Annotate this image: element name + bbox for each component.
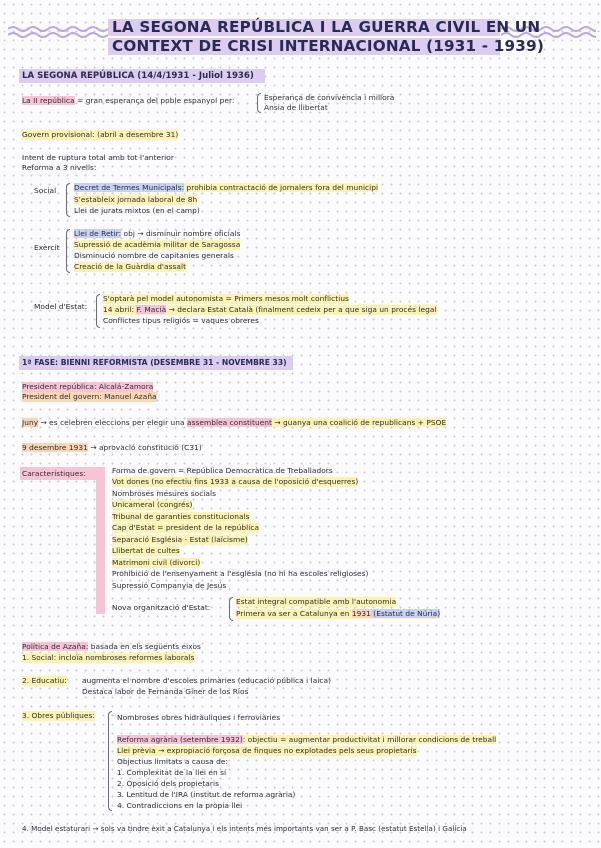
org-label: Nova organització d'Estat: bbox=[112, 603, 211, 612]
juny-text-2: → guanya una coalició de republicans + PSOE bbox=[272, 418, 447, 427]
section2-heading: 1ª FASE: BIENNI REFORMISTA (DESEMBRE 31 - NOVEMBRE 33) bbox=[22, 358, 287, 367]
wavy-decoration-left-2 bbox=[8, 30, 108, 40]
org-item-1: Estat integral compatible amb l'autonomia bbox=[236, 597, 397, 606]
model-estaturari-line: 4. Model estaturari → sols va tindre èxit a Catalunya i els intents més importants van ser a P. Basc (estatut Estella) i Galícia bbox=[22, 824, 467, 833]
social-item-1-highlight: Decret de Termes Municipals: bbox=[74, 183, 185, 192]
social-item-1-text: prohibia contractació de jornalers fora del municipi bbox=[184, 183, 379, 192]
reforma-line: Reforma a 3 nivells: bbox=[22, 163, 97, 172]
car-item-4: Unicameral (congrés) bbox=[112, 500, 193, 509]
hope-item-2: Ansia de llibertat bbox=[264, 103, 328, 112]
hope-item-1: Esperança de convivència i millora bbox=[264, 93, 395, 102]
politica-highlight: Política de Azaña: bbox=[22, 642, 89, 651]
intro-line bbox=[22, 96, 234, 106]
agraria-item-1: Llei prèvia → expropiació forçosa de finques no explotades pels seus propietaris bbox=[117, 746, 417, 755]
juny-text-1: → es celebren eleccions per elegir una bbox=[38, 418, 188, 427]
social-item-1 bbox=[74, 183, 378, 193]
juny-highlight: Juny bbox=[22, 418, 39, 427]
agraria-item-2: Objectius limitats a causa de: bbox=[117, 757, 229, 766]
juny-assemblea: assemblea constituent bbox=[187, 418, 272, 427]
car-item-7: Separació Església - Estat (laïcisme) bbox=[112, 535, 248, 544]
exercit-item-1-text: obj → disminuir nombre oficials bbox=[121, 229, 241, 238]
model-estat-label: Model d'Estat: bbox=[34, 302, 88, 311]
model-item-2 bbox=[103, 305, 437, 315]
social-item-3: Llei de jurats mixtos (en el camp) bbox=[74, 206, 200, 215]
car-item-6: Cap d'Estat = president de la república bbox=[112, 523, 260, 532]
model-item-2-text: → declara Estat Català (finalment cedeix per a que siga un procés legal bbox=[166, 305, 437, 314]
page-title-line-2: CONTEXT DE CRISI INTERNACIONAL (1931 - 1939) bbox=[112, 37, 544, 55]
car-item-11: Supressió Companyia de Jesús bbox=[112, 581, 227, 590]
caracteristiques-label: Característiques: bbox=[22, 469, 86, 478]
agraria-item-5: 3. Lentitud de l'IRA (institut de reforma agrària) bbox=[117, 790, 296, 799]
agraria-line bbox=[117, 735, 496, 745]
politica-line bbox=[22, 642, 201, 652]
hopes-brace bbox=[257, 93, 261, 113]
car-item-9: Matrimoni civil (divorci) bbox=[112, 558, 201, 567]
intent-line: Intent de ruptura total amb tot l'anterior bbox=[22, 153, 174, 162]
agraria-item-3: 1. Complexitat de la llei en sí bbox=[117, 768, 227, 777]
model-estat-brace bbox=[96, 294, 100, 328]
exercit-label: Exèrcit bbox=[34, 243, 60, 252]
educatiu-item-2: Destaca labor de Fernanda Giner de los Ríos bbox=[82, 687, 249, 696]
educatiu-label: 2. Educatiu: bbox=[22, 676, 67, 685]
exercit-item-2: Supressió de acadèmia militar de Saragossa bbox=[74, 240, 241, 249]
org-item-2-year: 1931 bbox=[351, 609, 371, 618]
car-item-3: Nombroses mesures socials bbox=[112, 489, 217, 498]
org-item-2-post: (Estatut de Núria) bbox=[370, 609, 441, 618]
govern-provisional: Govern provisional: (abril a desembre 31) bbox=[22, 130, 179, 139]
model-item-1: S'optarà pel model autonomista = Primers mesos molt conflictius bbox=[103, 294, 349, 303]
desembre-text: → aprovació constitució (C31) bbox=[87, 443, 202, 452]
intro-text: = gran esperança del poble espanyol per: bbox=[74, 96, 235, 105]
social-brace bbox=[66, 183, 70, 217]
car-item-2: Vot dones (no efectiu fins 1933 a causa de l'oposició d'esquerres) bbox=[112, 477, 359, 486]
exercit-item-3: Disminució nombre de capitanies generals bbox=[74, 251, 234, 260]
exercit-item-4: Creació de la Guàrdia d'assalt bbox=[74, 262, 187, 271]
exercit-brace bbox=[66, 229, 70, 273]
intro-highlight: La II república bbox=[22, 96, 75, 105]
agraria-text: : objectiu = augmentar productivitat i millorar condicions de treball bbox=[242, 735, 497, 744]
agraria-item-6: 4. Contradiccions en la pròpia llei bbox=[117, 801, 243, 810]
president-govern: President del govern: Manuel Azaña bbox=[22, 392, 157, 401]
car-item-8: Llibertat de cultes bbox=[112, 546, 180, 555]
desembre-highlight: 9 desembre 1931 bbox=[22, 443, 88, 452]
agraria-item-4: 2. Oposició dels propietaris bbox=[117, 779, 219, 788]
educatiu-item-1: augmenta el nombre d'escoles primàries (educació pública i laica) bbox=[82, 676, 332, 685]
car-item-1: Forma de govern = República Democràtica de Treballadors bbox=[112, 466, 333, 475]
social-item-2: S'estableix jornada laboral de 8h bbox=[74, 195, 198, 204]
section1-heading: LA SEGONA REPÚBLICA (14/4/1931 - Juliol 1936) bbox=[22, 71, 254, 81]
agraria-highlight: Reforma agrària (setembre 1932) bbox=[117, 735, 243, 744]
model-item-2-pre: 14 abril: bbox=[103, 305, 137, 314]
car-item-10: Prohibició de l'ensenyament a l'església (no hi ha escoles religioses) bbox=[112, 569, 369, 578]
president-republica: President república: Alcalá-Zamora bbox=[22, 382, 154, 391]
model-item-3: Conflictes tipus religiós = vaques obreres bbox=[103, 316, 259, 325]
obres-item-1: Nombroses obres hidràuliques i ferroviàries bbox=[117, 713, 281, 722]
page-title-line-1: LA SEGONA REPÚBLICA I LA GUERRA CIVIL EN UN bbox=[112, 18, 541, 36]
org-brace bbox=[229, 597, 233, 621]
social-eix: 1. Social: incloïa nombroses reformes laborals bbox=[22, 653, 195, 662]
exercit-item-1 bbox=[74, 229, 240, 239]
social-label: Social bbox=[34, 186, 57, 195]
desembre-line bbox=[22, 443, 202, 453]
politica-text: basada en els següents eixos bbox=[88, 642, 201, 651]
org-item-2 bbox=[236, 609, 440, 619]
obres-label: 3. Obres públiques: bbox=[22, 711, 95, 720]
juny-line bbox=[22, 418, 446, 428]
car-item-5: Tribunal de garanties constitucionals bbox=[112, 512, 250, 521]
caracteristiques-bar bbox=[96, 467, 105, 614]
org-item-2-pre: Primera va ser a Catalunya en bbox=[236, 609, 352, 618]
obres-brace bbox=[108, 711, 112, 811]
model-item-2-highlight: F. Macià bbox=[136, 305, 167, 314]
exercit-item-1-highlight: Llei de Retir: bbox=[74, 229, 122, 238]
